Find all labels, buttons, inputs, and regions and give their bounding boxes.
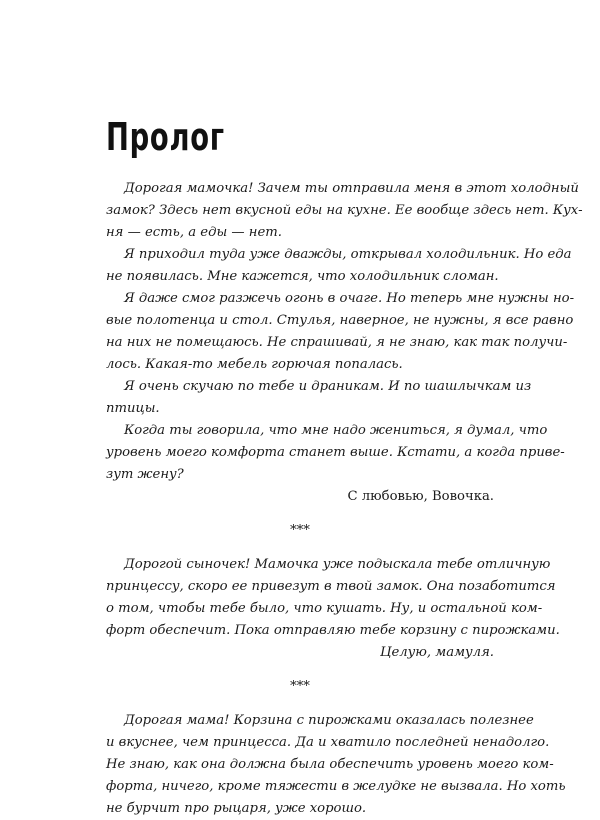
- text-line: Я очень скучаю по тебе и драникам. И по шашлычкам из: [124, 379, 532, 394]
- text-line: форта, ничего, кроме тяжести в желудке не вызвала. Но хоть: [106, 779, 566, 794]
- text-line: замок? Здесь нет вкусной еды на кухне. Ее вообще здесь нет. Кух-: [106, 203, 583, 218]
- text-line: лось. Какая-то мебель горючая попалась.: [106, 357, 403, 372]
- text-line: о том, чтобы тебе было, что кушать. Ну, и остальной ком-: [106, 601, 543, 616]
- text-line: Когда ты говорила, что мне надо жениться, я думал, что: [124, 423, 548, 438]
- text-line: принцессу, скоро ее привезут в твой замок. Она позаботится: [106, 579, 556, 594]
- section-separator: ***: [290, 523, 310, 538]
- text-line: Дорогая мама! Корзина с пирожками оказалась полезнее: [124, 713, 534, 728]
- text-line: зут жену?: [106, 467, 184, 482]
- text-line: Я приходил туда уже дважды, открывал холодильник. Но еда: [124, 247, 572, 262]
- section-separator: ***: [290, 679, 310, 694]
- text-line: ня — есть, а еды — нет.: [106, 225, 282, 240]
- text-line: птицы.: [106, 401, 160, 416]
- text-line: Дорогой сыночек! Мамочка уже подыскала тебе отличную: [124, 557, 551, 572]
- letter-signature: С любовью, Вовочка.: [347, 489, 494, 504]
- text-line: не появилась. Мне кажется, что холодильник сломан.: [106, 269, 499, 284]
- text-line: Не знаю, как она должна была обеспечить уровень моего ком-: [106, 757, 554, 772]
- text-line: и вкуснее, чем принцесса. Да и хватило последней ненадолго.: [106, 735, 550, 750]
- prologue-text: [106, 178, 583, 820]
- text-line: Я даже смог разжечь огонь в очаге. Но теперь мне нужны но-: [124, 291, 575, 306]
- text-line: на них не помещаюсь. Не спрашивай, я не знаю, как так получи-: [106, 335, 568, 350]
- text-line: не бурчит про рыцаря, уже хорошо.: [106, 801, 367, 816]
- text-line: вые полотенца и стол. Стулья, наверное, не нужны, я все равно: [106, 313, 574, 328]
- text-line: Дорогая мамочка! Зачем ты отправила меня в этот холодный: [124, 181, 579, 196]
- text-line: форт обеспечит. Пока отправляю тебе корзину с пирожками.: [106, 623, 560, 638]
- text-line: уровень моего комфорта станет выше. Кстати, а когда приве-: [106, 445, 565, 460]
- letter-signature: Целую, мамуля.: [379, 645, 494, 660]
- chapter-title: Пролог: [106, 115, 225, 159]
